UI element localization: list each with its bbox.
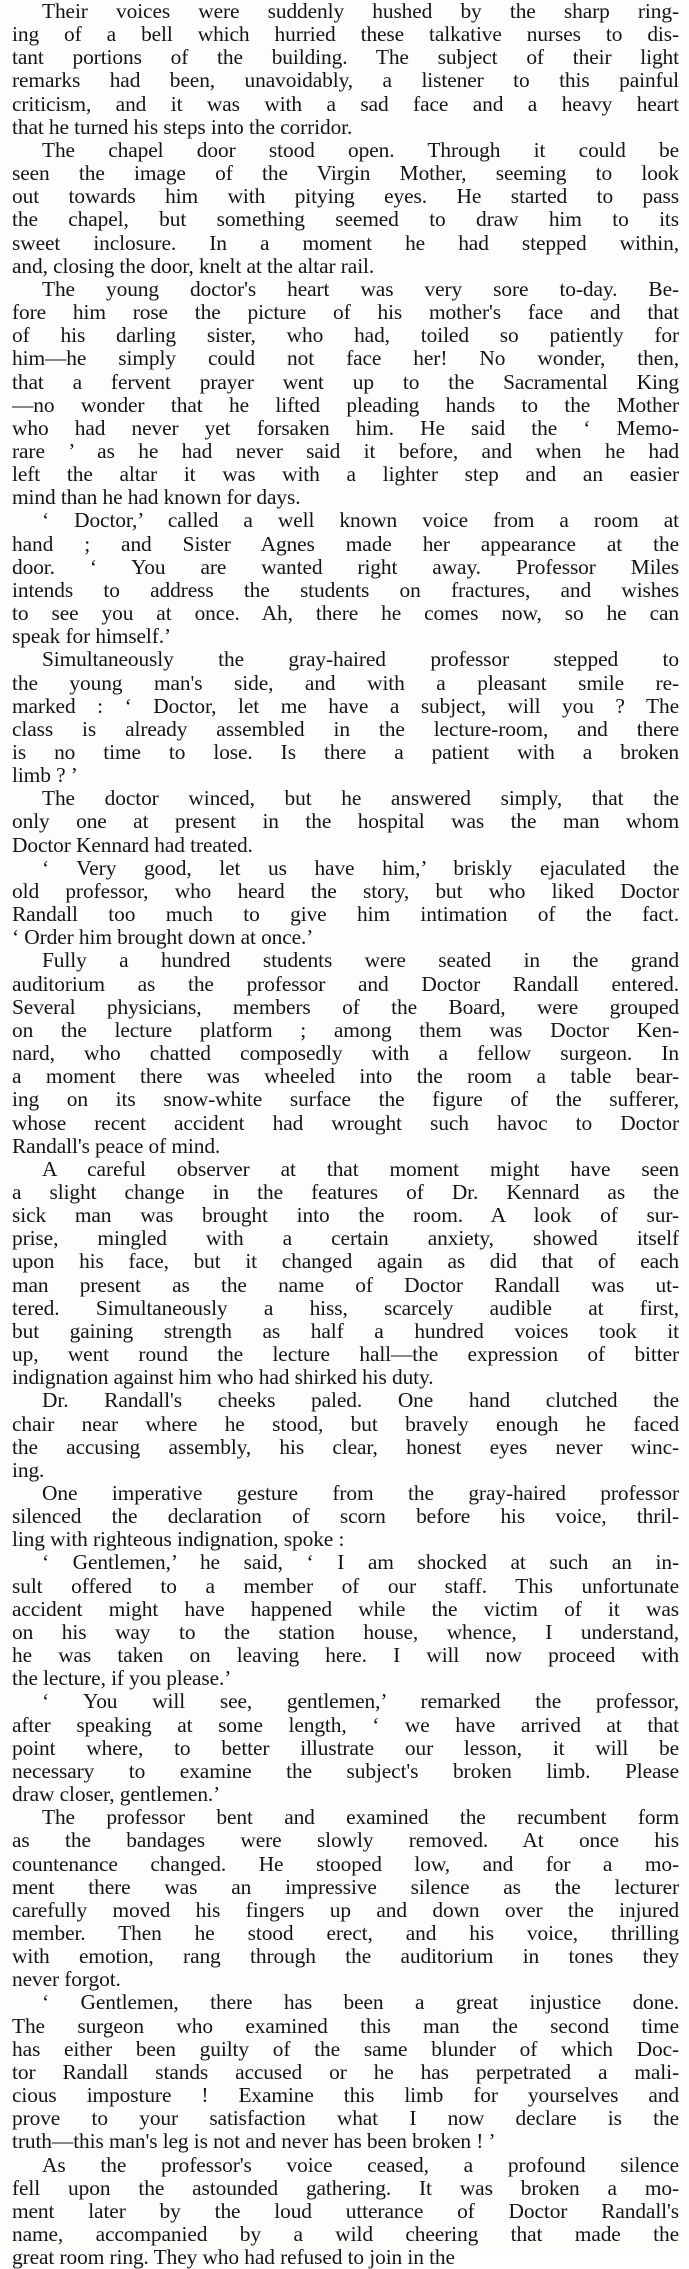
text-line: fore him rose the picture of his mother's face and that: [12, 301, 679, 325]
text-line: Dr. Randall's cheeks paled. One hand clutched the: [42, 1389, 679, 1413]
text-line: The doctor winced, but he answered simply, that the: [42, 787, 679, 811]
text-line: The chapel door stood open. Through it could be: [42, 138, 679, 162]
text-line: ‘ Gentlemen,’ he said, ‘ I am shocked at such an in-: [42, 1551, 679, 1575]
text-line: As the professor's voice ceased, a profound silence: [42, 2153, 679, 2177]
text-line: ‘ You will see, gentlemen,’ remarked the professor,: [42, 1690, 679, 1714]
text-line: Fully a hundred students were seated in the grand: [42, 949, 679, 973]
text-line: to see you at once. Ah, there he comes now, so he can: [12, 602, 679, 626]
text-line: man present as the name of Doctor Randall was ut-: [12, 1273, 679, 1297]
text-line: the lecture, if you please.’: [12, 1667, 232, 1691]
text-line: —no wonder that he lifted pleading hands to the Mother: [12, 393, 679, 417]
text-line: has either been guilty of the same blunder of which Doc-: [12, 2037, 679, 2061]
text-line: ‘ Doctor,’ called a well known voice from a room at: [42, 509, 679, 533]
text-line: that he turned his steps into the corridor.: [12, 115, 353, 139]
text-line: name, accompanied by a wild cheering that made the: [12, 2223, 679, 2246]
text-line: accident might have happened while the victim of it was: [12, 1597, 679, 1621]
text-line: intends to address the students on fractures, and wishes: [12, 578, 679, 602]
story-paragraph: [12, 1690, 679, 1806]
text-line: up, went round the lecture hall—the expression of bitter: [12, 1343, 679, 1367]
text-line: rare ’ as he had never said it before, and when he had: [12, 439, 679, 463]
text-line: ‘ Order him brought down at once.’: [12, 926, 314, 950]
text-line: class is already assembled in the lecture-room, and there: [12, 717, 679, 741]
story-paragraph: [12, 0, 679, 139]
story-paragraph: [12, 857, 679, 950]
text-line: countenance changed. He stooped low, and for a mo-: [12, 1852, 679, 1876]
text-line: the young man's side, and with a pleasant smile re-: [12, 671, 679, 695]
text-line: whose recent accident had wrought such havoc to Doctor: [12, 1111, 679, 1135]
text-line: truth—this man's leg is not and never has been broken ! ’: [12, 2130, 496, 2154]
text-line: old professor, who heard the story, but who liked Doctor: [12, 879, 679, 903]
story-paragraph: [12, 509, 679, 648]
text-line: a slight change in the features of Dr. Kennard as the: [12, 1180, 679, 1204]
text-line: One imperative gesture from the gray-haired professor: [42, 1482, 679, 1505]
text-line: who had never yet forsaken him. He said the ‘ Memo-: [12, 416, 679, 440]
text-line: upon his face, but it changed again as did that of each: [12, 1250, 679, 1274]
story-paragraph: [12, 139, 679, 278]
text-line: auditorium as the professor and Doctor Randall entered.: [12, 972, 679, 996]
text-line: indignation against him who had shirked his duty.: [12, 1366, 434, 1390]
text-line: seen the image of the Virgin Mother, seeming to look: [12, 162, 679, 186]
text-line: speak for himself.’: [12, 625, 172, 649]
text-line: that a fervent prayer went up to the Sacramental King: [12, 370, 679, 394]
text-line: limb ? ’: [12, 764, 78, 788]
text-line: sweet inclosure. In a moment he had stepped within,: [12, 231, 679, 255]
text-line: out towards him with pitying eyes. He started to pass: [12, 185, 679, 209]
story-paragraph: [12, 2154, 679, 2269]
text-line: criticism, and it was with a sad face and a heavy heart: [12, 92, 679, 116]
text-line: him—he simply could not face her! No wonder, then,: [12, 347, 679, 371]
story-paragraph: [12, 648, 679, 787]
text-line: and, closing the door, knelt at the altar rail.: [12, 254, 375, 278]
text-line: draw closer, gentlemen.’: [12, 1783, 221, 1807]
text-line: sult offered to a member of our staff. This unfortunate: [12, 1574, 679, 1598]
text-line: carefully moved his fingers up and down over the injured: [12, 1898, 679, 1922]
text-line: only one at present in the hospital was the man whom: [12, 810, 679, 834]
text-line: of his darling sister, who had, toiled so patiently for: [12, 324, 679, 348]
text-line: door. ‘ You are wanted right away. Professor Miles: [12, 555, 679, 579]
story-paragraph: [12, 949, 679, 1157]
text-line: Randall too much to give him intimation of the fact.: [12, 903, 679, 927]
text-line: Doctor Kennard had treated.: [12, 833, 253, 857]
text-line: ‘ Very good, let us have him,’ briskly ejaculated the: [42, 856, 679, 880]
text-line: with emotion, rang through the auditorium in tones they: [12, 1945, 679, 1969]
story-column: [12, 0, 679, 2269]
text-line: the chapel, but something seemed to draw him to its: [12, 208, 679, 232]
text-line: necessary to examine the subject's broken limb. Please: [12, 1759, 679, 1783]
text-line: The surgeon who examined this man the second time: [12, 2014, 679, 2038]
text-line: cious imposture ! Examine this limb for yourselves and: [12, 2084, 679, 2108]
text-line: marked : ‘ Doctor, let me have a subject, will you ? The: [12, 694, 679, 718]
text-line: prise, mingled with a certain anxiety, showed itself: [12, 1227, 679, 1251]
text-line: ‘ Gentlemen, there has been a great injustice done.: [42, 1991, 679, 2015]
text-line: as the bandages were slowly removed. At once his: [12, 1829, 679, 1853]
text-line: ment there was an impressive silence as the lecturer: [12, 1875, 679, 1899]
text-line: after speaking at some length, ‘ we have arrived at that: [12, 1713, 679, 1737]
text-line: a moment there was wheeled into the room a table bear-: [12, 1065, 679, 1089]
text-line: member. Then he stood erect, and his voice, thrilling: [12, 1921, 679, 1945]
text-line: ment later by the loud utterance of Doctor Randall's: [12, 2199, 679, 2223]
text-line: ing of a bell which hurried these talkative nurses to dis-: [12, 23, 679, 47]
text-line: The young doctor's heart was very sore to-day. Be-: [42, 277, 679, 301]
story-paragraph: [12, 1158, 679, 1390]
text-line: hand ; and Sister Agnes made her appearance at the: [12, 532, 679, 556]
text-line: on his way to the station house, whence, I understand,: [12, 1620, 679, 1644]
text-line: ing.: [12, 1458, 45, 1482]
story-paragraph: [12, 1389, 679, 1482]
text-line: mind than he had known for days.: [12, 486, 301, 510]
text-line: tor Randall stands accused or he has perpetrated a mali-: [12, 2060, 679, 2084]
text-line: silenced the declaration of scorn before his voice, thril-: [12, 1505, 679, 1529]
story-paragraph: [12, 278, 679, 510]
text-line: Simultaneously the gray-haired professor stepped to: [42, 648, 679, 672]
text-line: Several physicians, members of the Board, were grouped: [12, 995, 679, 1019]
text-line: tered. Simultaneously a hiss, scarcely audible at first,: [12, 1296, 679, 1320]
text-line: ling with righteous indignation, spoke :: [12, 1528, 345, 1552]
text-line: is no time to lose. Is there a patient with a broken: [12, 741, 679, 764]
story-paragraph: [12, 1482, 679, 1551]
text-line: nard, who chatted composedly with a fellow surgeon. In: [12, 1042, 679, 1066]
text-line: point where, to better illustrate our lesson, it will be: [12, 1736, 679, 1760]
text-line: Their voices were suddenly hushed by the sharp ring-: [42, 0, 679, 23]
text-line: tant portions of the building. The subject of their light: [12, 46, 679, 70]
story-paragraph: [12, 787, 679, 856]
text-line: ing on its snow-white surface the figure of the sufferer,: [12, 1088, 679, 1112]
text-line: great room ring. They who had refused to join in the: [12, 2246, 455, 2269]
text-line: chair near where he stood, but bravely enough he faced: [12, 1412, 679, 1436]
story-paragraph: [12, 1806, 679, 1991]
text-line: but gaining strength as half a hundred voices took it: [12, 1319, 679, 1343]
text-line: A careful observer at that moment might have seen: [42, 1157, 679, 1181]
text-line: the accusing assembly, his clear, honest eyes never winc-: [12, 1435, 679, 1459]
text-line: left the altar it was with a lighter step and an easier: [12, 463, 679, 487]
text-line: on the lecture platform ; among them was Doctor Ken-: [12, 1018, 679, 1042]
text-line: prove to your satisfaction what I now declare is the: [12, 2107, 679, 2131]
text-line: The professor bent and examined the recumbent form: [42, 1806, 679, 1830]
text-line: fell upon the astounded gathering. It was broken a mo-: [12, 2176, 679, 2200]
text-line: never forgot.: [12, 1968, 121, 1992]
story-paragraph: [12, 1991, 679, 2153]
text-line: he was taken on leaving here. I will now proceed with: [12, 1644, 679, 1668]
text-line: sick man was brought into the room. A look of sur-: [12, 1204, 679, 1228]
text-line: remarks had been, unavoidably, a listener to this painful: [12, 69, 679, 93]
text-line: Randall's peace of mind.: [12, 1134, 221, 1158]
story-paragraph: [12, 1551, 679, 1690]
